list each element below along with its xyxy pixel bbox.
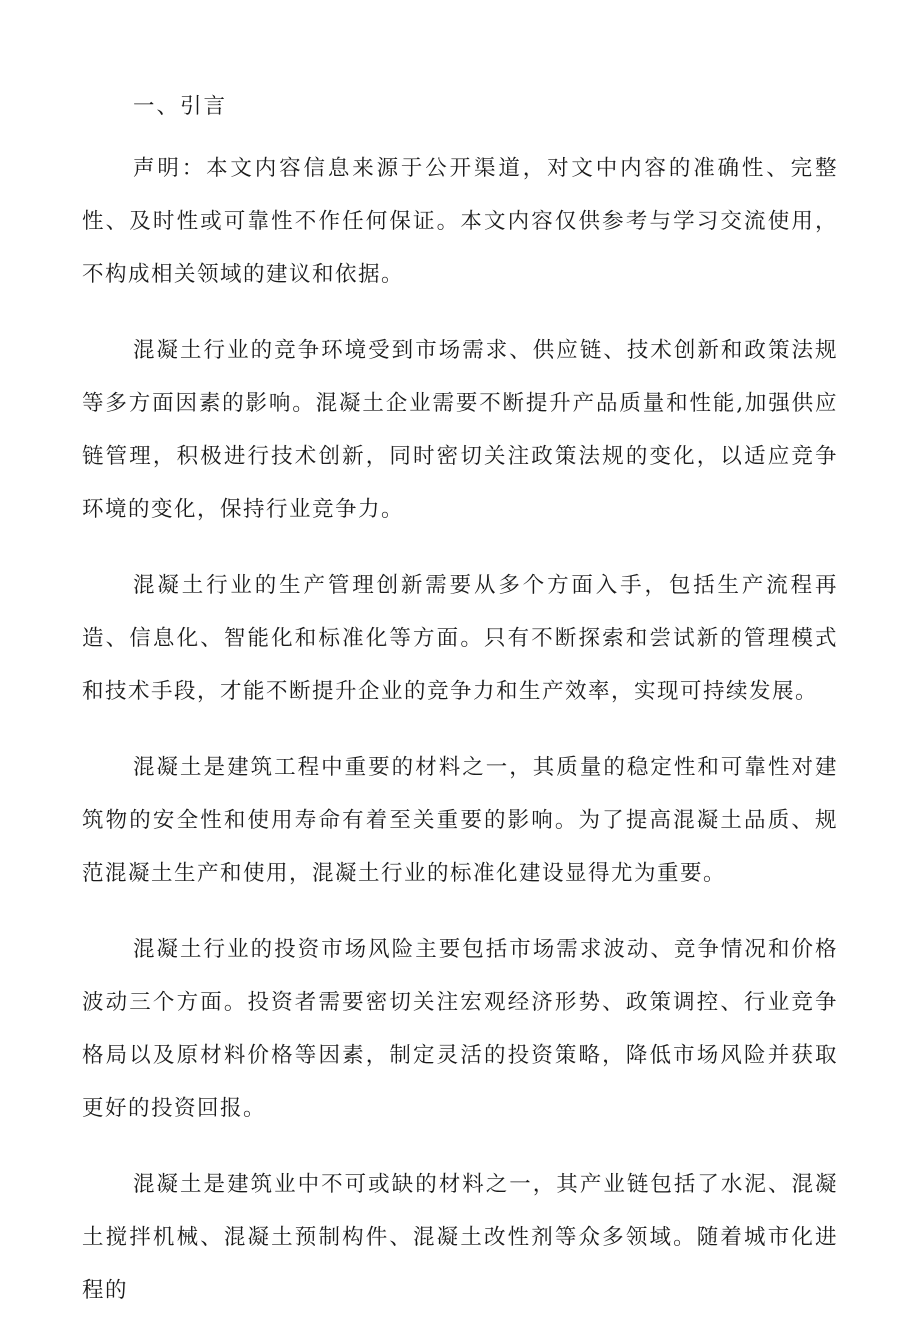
paragraph-competition: 混凝土行业的竞争环境受到市场需求、供应链、技术创新和政策法规等多方面因素的影响。混凝土企业需要不断提升产品质量和性能,加强供应链管理，积极进行技术创新，同时密切关注政策法规的变化，以适应竞争环境的变化，保持行业竞争力。 <box>82 338 838 522</box>
paragraph-standardization: 混凝土是建筑工程中重要的材料之一，其质量的稳定性和可靠性对建筑物的安全性和使用寿命有着至关重要的影响。为了提高混凝土品质、规范混凝土生产和使用，混凝土行业的标准化建设显得尤为重要。 <box>82 755 838 886</box>
paragraph-investment-risk: 混凝土行业的投资市场风险主要包括市场需求波动、竞争情况和价格波动三个方面。投资者需要密切关注宏观经济形势、政策调控、行业竞争格局以及原材料价格等因素，制定灵活的投资策略，降低市场风险并获取更好的投资回报。 <box>82 937 838 1121</box>
section-heading: 一、引言 <box>133 94 228 119</box>
disclaimer-paragraph: 声明：本文内容信息来源于公开渠道，对文中内容的准确性、完整性、及时性或可靠性不作任何保证。本文内容仅供参考与学习交流使用，不构成相关领域的建议和依据。 <box>82 156 838 287</box>
paragraph-production-management: 混凝土行业的生产管理创新需要从多个方面入手，包括生产流程再造、信息化、智能化和标准化等方面。只有不断探索和尝试新的管理模式和技术手段，才能不断提升企业的竞争力和生产效率，实现可持续发展。 <box>82 573 838 704</box>
paragraph-industry-chain: 混凝土是建筑业中不可或缺的材料之一，其产业链包括了水泥、混凝土搅拌机械、混凝土预制构件、混凝土改性剂等众多领域。随着城市化进程的 <box>82 1172 838 1303</box>
